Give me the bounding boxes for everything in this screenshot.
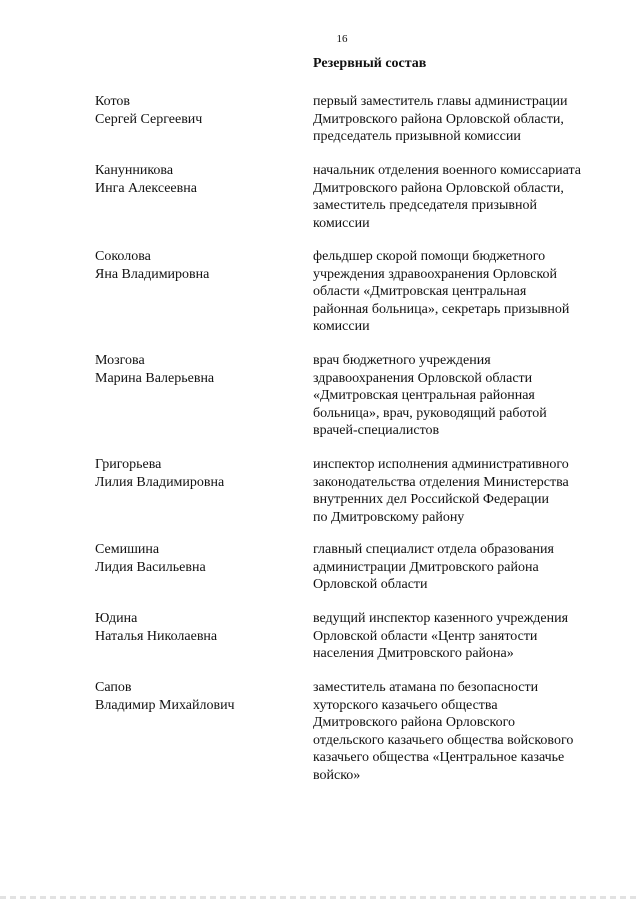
member-last-name: Семишина (95, 542, 160, 557)
member-last-name: Григорьева (95, 457, 162, 472)
member-role-line: Дмитровского района Орловской области, (313, 180, 564, 196)
member-role-line: Дмитровского района Орловского (313, 715, 515, 730)
member-role-line: здравоохранения Орловской области (313, 370, 533, 386)
member-role-line: председатель призывной комиссии (313, 129, 521, 144)
member-role-line: Орловской области «Центр занятости (313, 628, 538, 644)
member-role (313, 610, 613, 663)
member-name (95, 93, 295, 128)
member-last-name: Сапов (95, 680, 132, 695)
member-first-names: Инга Алексеевна (95, 180, 197, 196)
member-role-line: врачей-специалистов (313, 423, 440, 438)
member-role-line: отдельского казачьего общества войскового (313, 732, 574, 748)
member-role-line: войско» (313, 767, 361, 783)
member-first-names: Владимир Михайлович (95, 697, 235, 713)
member-role-line: комиссии (313, 319, 370, 334)
member-first-names: Наталья Николаевна (95, 628, 218, 644)
member-role-line: учреждения здравоохранения Орловской (313, 266, 558, 282)
member-role-line: Орловской области (313, 577, 428, 592)
member-role-line: начальник отделения военного комиссариата (313, 163, 582, 178)
member-role-line: ведущий инспектор казенного учреждения (313, 611, 569, 626)
member-role (313, 456, 613, 526)
member-last-name: Соколова (95, 249, 151, 264)
member-role-line: хуторского казачьего общества (313, 697, 498, 713)
member-role-line: «Дмитровская центральная районная (313, 388, 535, 403)
member-role-line: районная больница», секретарь призывной (313, 301, 570, 317)
member-role-line: главный специалист отдела образования (313, 542, 554, 557)
member-role-line: области «Дмитровская центральная (313, 284, 527, 299)
member-role-line: комиссии (313, 215, 370, 231)
member-last-name: Котов (95, 94, 130, 109)
member-first-names: Лидия Васильевна (95, 559, 206, 575)
member-name (95, 610, 295, 645)
member-last-name: Канунникова (95, 163, 174, 178)
member-role (313, 352, 613, 440)
member-first-names: Лилия Владимировна (95, 474, 225, 490)
scan-artifact-line (0, 896, 639, 899)
member-role-line: населения Дмитровского района» (313, 646, 514, 661)
member-role (313, 679, 613, 784)
member-name (95, 352, 295, 387)
member-first-names: Сергей Сергеевич (95, 111, 203, 127)
member-role-line: инспектор исполнения административного (313, 457, 569, 472)
member-role-line: врач бюджетного учреждения (313, 353, 491, 368)
member-role-line: заместитель атамана по безопасности (313, 680, 539, 695)
member-name (95, 456, 295, 491)
member-role-line: заместитель председателя призывной (313, 198, 537, 213)
member-last-name: Юдина (95, 611, 138, 626)
member-name (95, 541, 295, 576)
section-heading: Резервный состав (313, 56, 427, 71)
member-name (95, 679, 295, 714)
member-first-names: Марина Валерьевна (95, 370, 215, 386)
member-role (313, 162, 613, 232)
member-role-line: администрации Дмитровского района (313, 559, 539, 575)
member-role (313, 248, 613, 336)
member-first-names: Яна Владимировна (95, 266, 210, 282)
member-role-line: больница», врач, руководящий работой (313, 405, 547, 421)
member-role (313, 93, 613, 146)
member-last-name: Мозгова (95, 353, 145, 368)
member-role-line: первый заместитель главы администрации (313, 94, 568, 109)
member-role-line: Дмитровского района Орловской области, (313, 111, 564, 127)
member-role-line: казачьего общества «Центральное казачье (313, 750, 565, 765)
member-role-line: по Дмитровскому району (313, 509, 465, 525)
member-name (95, 162, 295, 197)
page-number: 16 (336, 33, 348, 45)
member-role-line: фельдшер скорой помощи бюджетного (313, 249, 546, 264)
member-role-line: внутренних дел Российской Федерации (313, 492, 550, 507)
member-name (95, 248, 295, 283)
member-role-line: законодательства отделения Министерства (313, 474, 569, 490)
member-role (313, 541, 613, 594)
